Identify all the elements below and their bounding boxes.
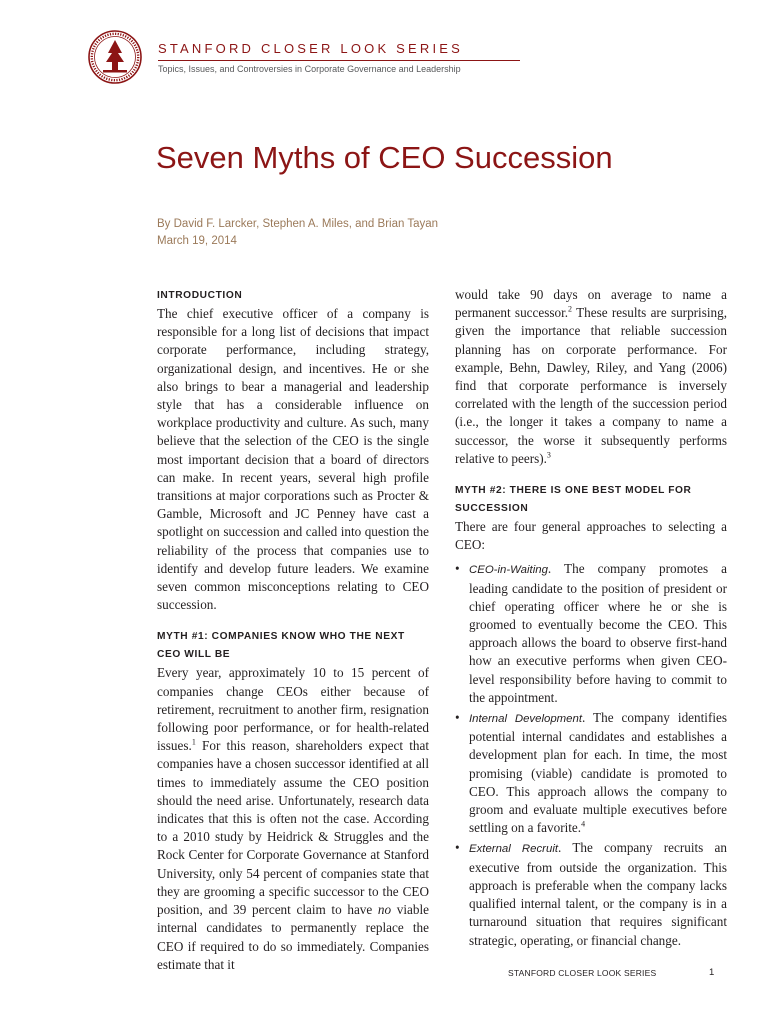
list-item [455, 839, 727, 949]
footnote-ref-1: 1 [191, 737, 196, 747]
footnote-ref-4: 4 [581, 819, 586, 829]
series-title: STANFORD CLOSER LOOK SERIES [158, 41, 464, 56]
myth1-text-e: These results are surprising, given the importance that reliable succession planning has on corporate performance. For example, Behn, Dawley, Riley, and Yang (2006) find that corporate performance is inversely correlated with the length of the succession period (i.e., the longer it takes a company to name a successor, the worse it subsequently performs relative to peers). [455, 305, 727, 466]
myth1-continued [455, 286, 727, 468]
left-column [157, 287, 429, 974]
authors: By David F. Larcker, Stephen A. Miles, and Brian Tayan [157, 218, 439, 230]
publication-date: March 19, 2014 [157, 235, 237, 247]
right-column [455, 286, 727, 952]
myth1-text-d: would take 90 days on average to name a permanent successor. [455, 287, 727, 321]
myth1-emphasis: no [377, 902, 392, 918]
intro-paragraph: The chief executive officer of a company is responsible for a long list of decisions that impact corporate performance, including strategy, organizational design, and incentives. He or she also brings to bear a managerial and leadership style that has a considerable influence on workplace productivity and culture. As such, many believe that the selection of the CEO is the single most important decision that a board of directors can make. In recent years, several high profile transitions at major corporations such as Procter & Gamble, Microsoft and JC Penney have cast a spotlight on succession and called into question the reliability of the process that companies use to identify and develop future leaders. We examine seven common misconceptions relating to CEO succession. [157, 306, 429, 613]
myth1-paragraph [157, 664, 429, 973]
bullet-text: . The company identifies potential internal candidates and establishes a development plan for each. In time, the most promising (viable) candidate is promoted to CEO. This approach allows the company to groom and evaluate multiple executives before settling on a favorite. [469, 710, 727, 836]
myth2-paragraph: There are four general approaches to selecting a CEO: [455, 519, 727, 553]
section-heading-myth1: MYTH #1: COMPANIES KNOW WHO THE NEXT CEO WILL BE [157, 631, 405, 661]
bullet-text: . The company promotes a leading candidate to the position of president or chief operating officer where he or she is groomed to eventually become the CEO. This approach allows the board to observe first-hand how an executive performs when given CEO-level responsibility before having to commit to the appointment. [469, 561, 727, 705]
header-rule [158, 60, 520, 61]
document-title: Seven Myths of CEO Succession [156, 140, 613, 175]
bullet-term: External Recruit [469, 843, 559, 856]
myth1-text-c: viable internal candidates to permanently replace the CEO if required to do so immediately. Companies estimate that it [157, 902, 429, 972]
section-heading-introduction: INTRODUCTION [157, 290, 243, 301]
page-number: 1 [709, 967, 715, 978]
series-tagline: Topics, Issues, and Controversies in Corporate Governance and Leadership [158, 64, 461, 74]
bullet-text: . The company recruits an executive from outside the organization. This approach is preferable when the company lacks qualified internal talent, or the company is in a turnaround situation that requires significant strategic, operating, or financial change. [469, 840, 728, 948]
bullet-term: CEO-in-Waiting [469, 564, 548, 577]
myth1-text-a: Every year, approximately 10 to 15 percent of companies change CEOs either because of retirement, recruitment to another firm, resignation following poor performance, or for health-related issues. [157, 665, 429, 754]
list-item [455, 709, 727, 837]
footnote-ref-3: 3 [546, 450, 551, 460]
section-heading-myth2: MYTH #2: THERE IS ONE BEST MODEL FOR SUCCESSION [455, 485, 692, 515]
succession-approaches-list [455, 560, 727, 949]
byline [157, 216, 438, 250]
footer-series: STANFORD CLOSER LOOK SERIES [508, 968, 657, 978]
page-header [88, 28, 728, 84]
myth1-text-b: For this reason, shareholders expect that companies have a chosen successor identified at all times to immediately assume the CEO position should the need arise. Unfortunately, research data indicates that this is often not the case. According to a 2010 study by Heidrick & Struggles and the Rock Center for Corporate Governance at Stanford University, only 54 percent of companies state that they are grooming a specific successor to the CEO position, and 39 percent claim to have [157, 738, 429, 918]
stanford-seal-icon [88, 30, 142, 84]
footnote-ref-2: 2 [568, 304, 573, 314]
bullet-term: Internal Development [469, 713, 582, 726]
list-item [455, 560, 727, 707]
